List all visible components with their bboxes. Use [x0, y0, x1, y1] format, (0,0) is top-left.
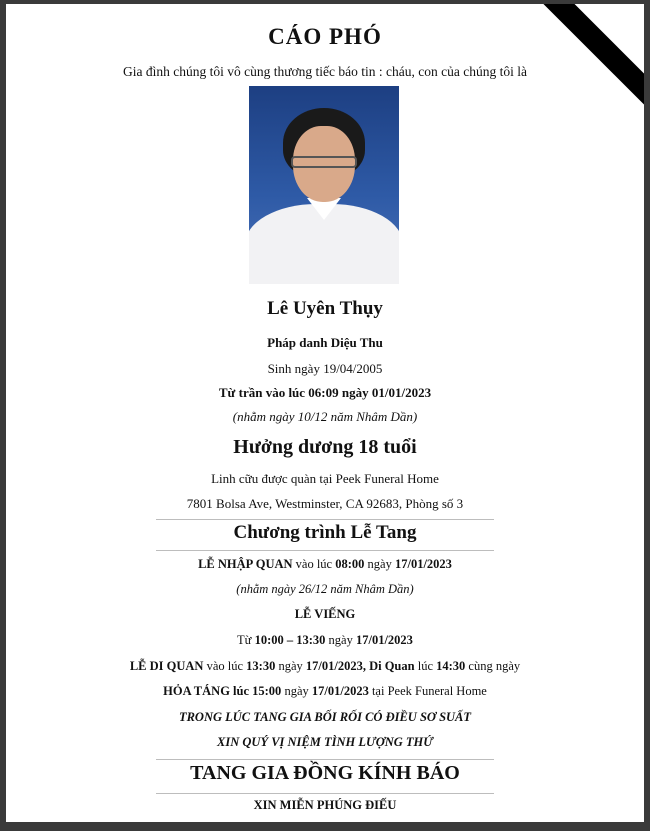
divider-program: [156, 550, 494, 551]
passing-lunar-date: (nhằm ngày 10/12 năm Nhâm Dần): [232, 409, 418, 424]
birth-date: Sinh ngày 19/04/2005: [267, 361, 383, 376]
passing-date: Từ trần vào lúc 06:09 ngày 01/01/2023: [218, 385, 432, 400]
intro-text: Gia đình chúng tôi vô cùng thương tiếc báo tin : cháu, con của chúng tôi là: [123, 64, 527, 79]
closing-announcement: TANG GIA ĐỒNG KÍNH BÁO: [190, 762, 460, 784]
cremation-row: HỎA TÁNG lúc 15:00 ngày 17/01/2023 tại Peek Funeral Home: [163, 684, 487, 698]
page-title: CÁO PHÓ: [268, 24, 382, 49]
program-heading: Chương trình Lễ Tang: [233, 522, 417, 543]
viewing-heading: LỄ VIẾNG: [294, 607, 356, 621]
encoffin-row: LỄ NHẬP QUAN vào lúc 08:00 ngày 17/01/2023: [198, 557, 452, 571]
portrait-glasses: [291, 156, 357, 168]
apology-line-2: XIN QUÝ VỊ NIỆM TÌNH LƯỢNG THỨ: [217, 735, 433, 749]
encoffin-lunar-date: (nhằm ngày 26/12 năm Nhâm Dần): [236, 582, 414, 596]
deceased-name: Lê Uyên Thụy: [267, 298, 383, 319]
procession-row: LỄ DI QUAN vào lúc 13:30 ngày 17/01/2023, Di Quan lúc 14:30 cùng ngày: [129, 659, 521, 673]
venue-line-2: 7801 Bolsa Ave, Westminster, CA 92683, Phòng số 3: [186, 496, 464, 511]
viewing-row: Từ 10:00 – 13:30 ngày 17/01/2023: [237, 633, 413, 647]
divider-closing-bottom: [156, 793, 494, 794]
obituary-card: [6, 4, 644, 822]
mourning-ribbon: [514, 4, 644, 115]
apology-line-1: TRONG LÚC TANG GIA BỐI RỐI CÓ ĐIỀU SƠ SUẤT: [178, 710, 472, 724]
dharma-name: Pháp danh Diệu Thu: [267, 335, 383, 350]
venue-line-1: Linh cữu được quàn tại Peek Funeral Home: [211, 471, 439, 486]
divider-closing-top: [156, 759, 494, 760]
divider-top: [156, 519, 494, 520]
age-at-death: Hưởng dương 18 tuổi: [233, 436, 417, 458]
no-flowers-note: XIN MIỄN PHÚNG ĐIẾU: [253, 798, 397, 812]
portrait-photo: [249, 86, 399, 284]
